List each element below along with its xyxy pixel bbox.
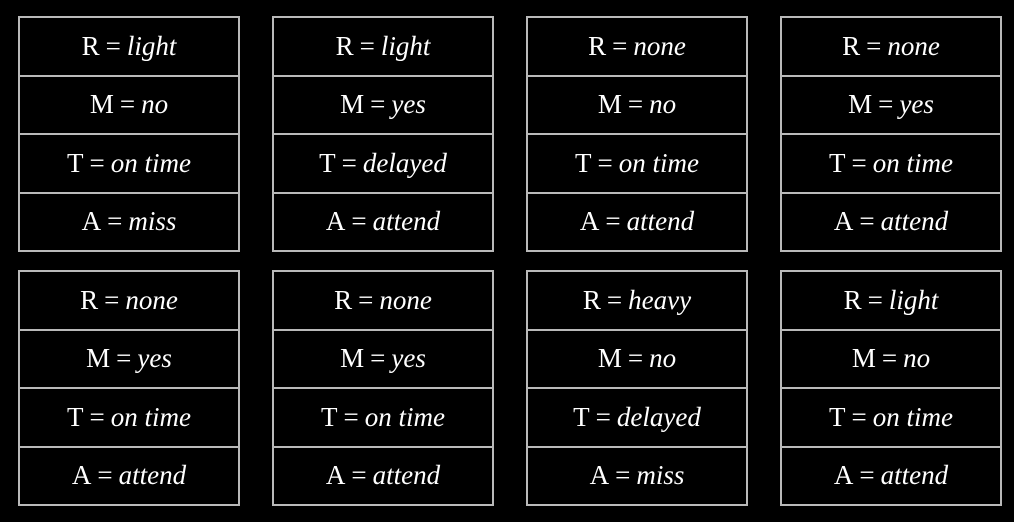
equals-symbol: = [105, 30, 121, 61]
case-row-t [782, 389, 1000, 448]
variable-label: R [335, 30, 354, 61]
equals-symbol: = [89, 147, 105, 178]
variable-label: R [588, 30, 607, 61]
case-card [18, 16, 240, 252]
equals-symbol: = [605, 206, 621, 237]
equals-symbol: = [867, 284, 883, 315]
case-row-m [20, 77, 238, 136]
case-row-a [782, 448, 1000, 505]
case-row-t [20, 135, 238, 194]
variable-label: T [573, 401, 590, 432]
variable-label: T [321, 401, 338, 432]
variable-value: none [887, 30, 940, 61]
equals-symbol: = [627, 343, 644, 374]
equals-symbol: = [97, 460, 113, 491]
case-card [18, 270, 240, 506]
variable-value: on time [872, 147, 953, 178]
case-card [272, 16, 494, 252]
case-row-a [528, 448, 746, 505]
variable-label: T [67, 147, 84, 178]
equals-symbol: = [881, 343, 898, 374]
variable-label: M [848, 89, 873, 120]
case-row-m [782, 77, 1000, 136]
variable-value: attend [372, 206, 441, 237]
variable-label: A [81, 206, 102, 237]
variable-value: on time [364, 401, 445, 432]
variable-value: attend [372, 460, 441, 491]
variable-value: light [126, 30, 177, 61]
variable-label: A [833, 206, 854, 237]
case-row-a [274, 448, 492, 505]
case-row-r [20, 18, 238, 77]
equals-symbol: = [615, 460, 631, 491]
equals-symbol: = [119, 89, 136, 120]
case-row-a [528, 194, 746, 251]
equals-symbol: = [851, 147, 867, 178]
variable-label: M [597, 343, 622, 374]
variable-value: none [379, 284, 432, 315]
variable-label: M [340, 343, 365, 374]
variable-label: M [340, 89, 365, 120]
variable-label: A [589, 460, 610, 491]
equals-symbol: = [627, 89, 644, 120]
variable-value: no [903, 343, 931, 374]
case-row-m [528, 77, 746, 136]
case-row-t [528, 135, 746, 194]
case-row-a [20, 448, 238, 505]
case-row-m [782, 331, 1000, 390]
variable-label: A [325, 460, 346, 491]
case-card [780, 270, 1002, 506]
case-row-r [528, 272, 746, 331]
case-card [526, 270, 748, 506]
variable-label: R [582, 284, 601, 315]
case-row-t [782, 135, 1000, 194]
case-row-m [274, 331, 492, 390]
case-card [526, 16, 748, 252]
variable-label: T [829, 401, 846, 432]
equals-symbol: = [359, 30, 375, 61]
variable-label: A [833, 460, 854, 491]
variable-value: yes [137, 343, 172, 374]
variable-value: no [649, 343, 677, 374]
case-row-t [274, 389, 492, 448]
variable-value: light [380, 30, 431, 61]
equals-symbol: = [859, 206, 875, 237]
variable-label: T [575, 147, 592, 178]
variable-label: M [597, 89, 622, 120]
variable-label: M [89, 89, 114, 120]
variable-value: delayed [362, 147, 447, 178]
equals-symbol: = [351, 206, 367, 237]
variable-value: no [649, 89, 677, 120]
case-row-r [274, 18, 492, 77]
variable-value: light [888, 284, 939, 315]
variable-value: attend [118, 460, 187, 491]
variable-label: R [842, 30, 861, 61]
variable-value: none [125, 284, 178, 315]
equals-symbol: = [116, 343, 132, 374]
case-row-r [20, 272, 238, 331]
equals-symbol: = [370, 343, 386, 374]
variable-label: T [67, 401, 84, 432]
equals-symbol: = [358, 284, 374, 315]
variable-value: attend [626, 206, 695, 237]
variable-value: attend [880, 460, 949, 491]
variable-value: delayed [616, 401, 701, 432]
case-row-t [20, 389, 238, 448]
variable-label: R [80, 284, 99, 315]
variable-value: yes [899, 89, 934, 120]
equals-symbol: = [851, 401, 867, 432]
equals-symbol: = [341, 147, 357, 178]
case-row-m [20, 331, 238, 390]
variable-value: on time [872, 401, 953, 432]
case-row-t [528, 389, 746, 448]
variable-value: miss [636, 460, 685, 491]
case-row-a [782, 194, 1000, 251]
variable-value: miss [128, 206, 177, 237]
variable-value: on time [618, 147, 699, 178]
case-row-r [528, 18, 746, 77]
equals-symbol: = [370, 89, 386, 120]
variable-label: T [319, 147, 336, 178]
case-card [780, 16, 1002, 252]
equals-symbol: = [89, 401, 105, 432]
case-card [272, 270, 494, 506]
variable-label: R [81, 30, 100, 61]
equals-symbol: = [878, 89, 894, 120]
variable-label: A [579, 206, 600, 237]
variable-label: R [843, 284, 862, 315]
case-row-m [528, 331, 746, 390]
case-row-r [274, 272, 492, 331]
variable-value: on time [110, 147, 191, 178]
case-row-a [274, 194, 492, 251]
case-row-a [20, 194, 238, 251]
equals-symbol: = [107, 206, 123, 237]
variable-value: on time [110, 401, 191, 432]
equals-symbol: = [606, 284, 623, 315]
equals-symbol: = [104, 284, 120, 315]
variable-value: no [141, 89, 169, 120]
equals-symbol: = [351, 460, 367, 491]
variable-label: A [325, 206, 346, 237]
variable-label: T [829, 147, 846, 178]
variable-label: R [334, 284, 353, 315]
variable-value: yes [391, 343, 426, 374]
case-row-t [274, 135, 492, 194]
equals-symbol: = [595, 401, 611, 432]
case-row-m [274, 77, 492, 136]
case-row-r [782, 272, 1000, 331]
case-row-r [782, 18, 1000, 77]
variable-label: M [86, 343, 111, 374]
equals-symbol: = [612, 30, 628, 61]
variable-value: yes [391, 89, 426, 120]
variable-value: attend [880, 206, 949, 237]
variable-label: M [851, 343, 876, 374]
variable-label: A [71, 460, 92, 491]
equals-symbol: = [597, 147, 613, 178]
equals-symbol: = [866, 30, 882, 61]
variable-value: heavy [628, 284, 692, 315]
variable-value: none [633, 30, 686, 61]
equals-symbol: = [343, 401, 359, 432]
equals-symbol: = [859, 460, 875, 491]
